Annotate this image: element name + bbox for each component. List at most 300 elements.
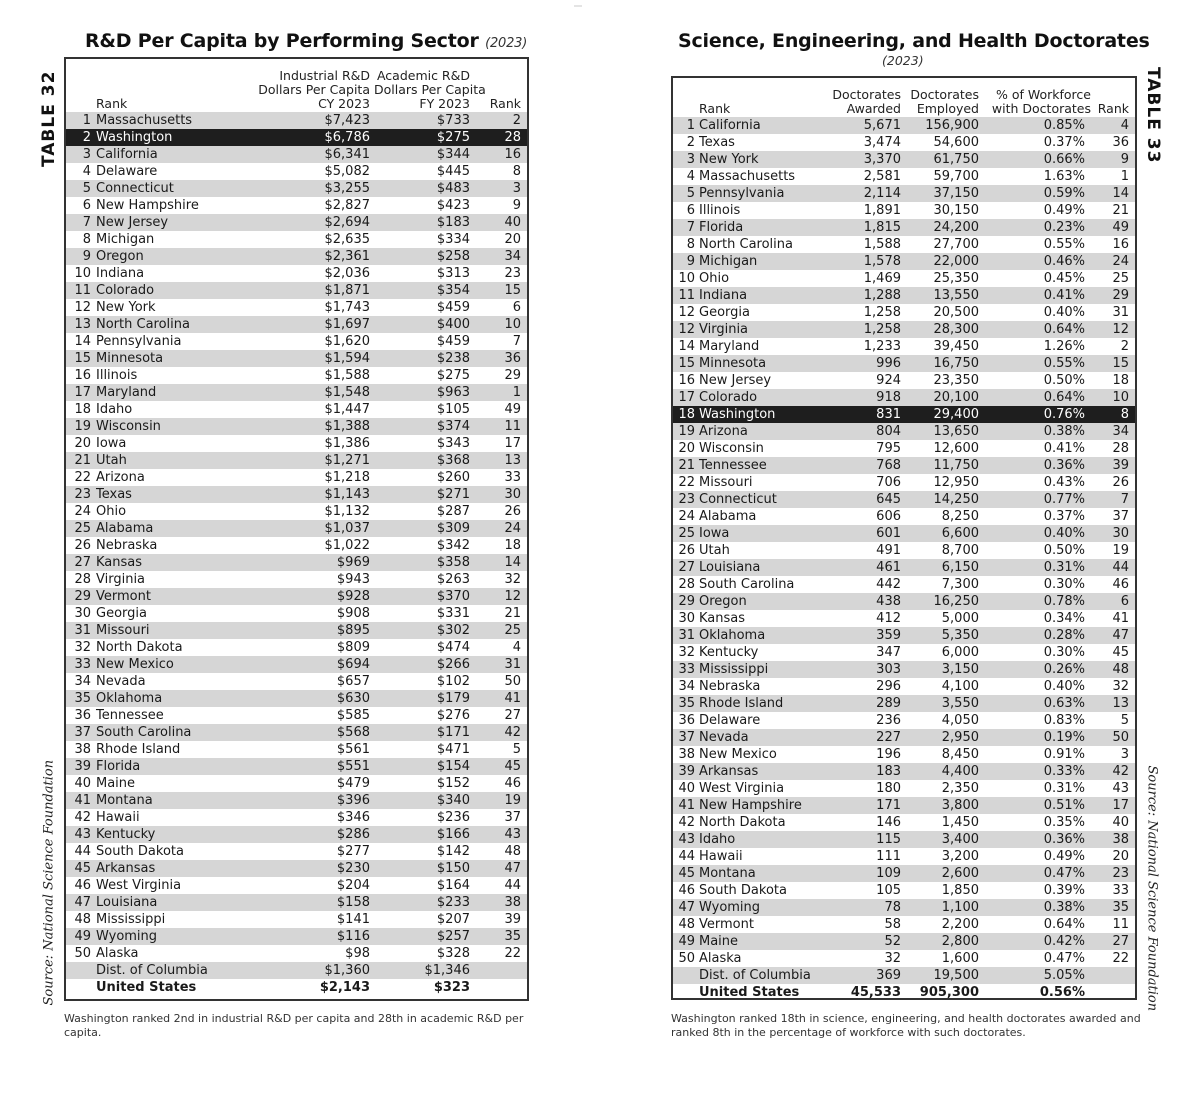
cell-pct-workforce: 1.26% <box>1043 339 1085 354</box>
table-row <box>66 877 527 894</box>
cell-pct-workforce: 0.64% <box>983 321 1095 338</box>
cell-rank: 46 <box>74 878 91 893</box>
cell-state: New Jersey <box>96 214 246 231</box>
cell-pct-rank: 40 <box>1112 815 1129 830</box>
cell-rank: 24 <box>74 504 91 519</box>
cell-state: United States <box>96 980 197 995</box>
cell-state: Alaska <box>699 951 742 966</box>
cell-academic-rank: 11 <box>474 418 527 435</box>
cell-industrial-rd: $286 <box>246 826 374 843</box>
table-row <box>66 435 527 452</box>
cell-state: Massachusetts <box>96 112 246 129</box>
cell-pct-workforce: 0.34% <box>1043 611 1085 626</box>
cell-state: Delaware <box>96 164 158 179</box>
cell-academic-rd: $238 <box>374 350 474 367</box>
cell-rank: 45 <box>673 865 699 882</box>
cell-rank: 14 <box>74 334 91 349</box>
cell-pct-rank <box>1095 967 1135 984</box>
table-33-side-label: TABLE 33 <box>1143 67 1163 164</box>
cell-pct-rank: 46 <box>1112 577 1129 592</box>
header-academic-line3: FY 2023 <box>419 96 470 111</box>
cell-pct-workforce: 0.41% <box>1043 441 1085 456</box>
cell-academic-rank: 5 <box>512 742 521 757</box>
cell-rank: 22 <box>74 470 91 485</box>
cell-rank: 12 <box>678 305 695 320</box>
cell-industrial-rd: $630 <box>246 690 374 707</box>
table-32-title-text: R&D Per Capita by Performing Sector <box>85 30 479 52</box>
cell-academic-rank: 20 <box>504 232 521 247</box>
cell-pct-rank: 17 <box>1095 797 1135 814</box>
cell-doctorates-awarded: 1,288 <box>831 287 905 304</box>
header-employed <box>905 78 983 117</box>
cell-academic-rd: $102 <box>436 674 470 689</box>
cell-doctorates-employed: 2,350 <box>941 781 979 796</box>
table-row <box>66 554 527 571</box>
cell-industrial-rd: $1,132 <box>324 504 370 519</box>
table-row <box>673 780 1135 797</box>
cell-state: West Virginia <box>96 878 182 893</box>
cell-rank: 47 <box>66 894 96 911</box>
cell-state: North Carolina <box>96 316 246 333</box>
cell-rank: 26 <box>74 538 91 553</box>
cell-rank: 13 <box>66 316 96 333</box>
cell-industrial-rd: $568 <box>246 724 374 741</box>
table-row <box>66 588 527 605</box>
cell-pct-rank: 26 <box>1112 475 1129 490</box>
cell-industrial-rd: $1,697 <box>246 316 374 333</box>
header-awarded-line2: Awarded <box>846 101 901 116</box>
header-industrial-line3: CY 2023 <box>318 96 370 111</box>
cell-pct-rank: 3 <box>1120 747 1129 762</box>
cell-rank: 10 <box>678 271 695 286</box>
cell-rank: 50 <box>678 951 695 966</box>
cell-academic-rank: 28 <box>474 129 527 146</box>
table-row <box>673 202 1135 219</box>
cell-academic-rank: 43 <box>474 826 527 843</box>
table-row <box>66 860 527 877</box>
table-row <box>66 503 527 520</box>
cell-academic-rd: $340 <box>374 792 474 809</box>
cell-doctorates-employed: 1,600 <box>941 951 979 966</box>
table-row <box>673 576 1135 593</box>
cell-doctorates-awarded: 412 <box>876 611 901 626</box>
cell-industrial-rd: $1,271 <box>246 452 374 469</box>
cell-rank: 33 <box>66 656 96 673</box>
cell-academic-rank: 15 <box>474 282 527 299</box>
cell-pct-workforce: 0.38% <box>983 899 1095 916</box>
cell-state: Utah <box>96 452 246 469</box>
cell-pct-workforce: 0.19% <box>983 729 1095 746</box>
cell-industrial-rd: $1,743 <box>324 300 370 315</box>
cell-pct-rank: 7 <box>1095 491 1135 508</box>
cell-rank: 34 <box>74 674 91 689</box>
cell-academic-rank: 33 <box>504 470 521 485</box>
cell-pct-rank: 12 <box>1095 321 1135 338</box>
cell-doctorates-employed: 2,200 <box>941 917 979 932</box>
table-row <box>66 367 527 384</box>
cell-state: Arkansas <box>96 860 246 877</box>
cell-rank: 15 <box>66 350 96 367</box>
table-row <box>66 214 527 231</box>
cell-industrial-rd: $230 <box>246 860 374 877</box>
cell-state: Wisconsin <box>96 418 246 435</box>
table-row <box>66 639 527 656</box>
table-33-body <box>673 117 1135 1001</box>
cell-rank: 38 <box>678 747 695 762</box>
cell-pct-workforce: 0.39% <box>1043 883 1085 898</box>
cell-academic-rank: 12 <box>474 588 527 605</box>
cell-rank: 29 <box>673 593 699 610</box>
table-row <box>673 695 1135 712</box>
cell-doctorates-employed: 54,600 <box>933 135 979 150</box>
cell-pct-workforce: 0.37% <box>1043 509 1085 524</box>
cell-pct-rank: 22 <box>1112 951 1129 966</box>
cell-state: Florida <box>96 758 246 775</box>
table-33-note: Washington ranked 18th in science, engineering, and health doctorates awarded and ranked 8th in the percentage of workforce with such doctorates. <box>671 1012 1141 1039</box>
cell-academic-rank <box>474 962 527 979</box>
cell-rank: 42 <box>74 810 91 825</box>
cell-academic-rank: 29 <box>504 368 521 383</box>
cell-state: Illinois <box>96 368 138 383</box>
cell-pct-rank: 13 <box>1095 695 1135 712</box>
cell-doctorates-employed: 4,400 <box>905 763 983 780</box>
table-row <box>66 265 527 282</box>
cell-state: Connecticut <box>96 180 246 197</box>
cell-doctorates-employed: 1,450 <box>941 815 979 830</box>
table-row <box>66 316 527 333</box>
table-row <box>66 401 527 418</box>
cell-doctorates-awarded: 78 <box>831 899 905 916</box>
cell-state: Minnesota <box>699 355 831 372</box>
cell-academic-rank: 34 <box>474 248 527 265</box>
cell-state: Tennessee <box>96 708 164 723</box>
cell-state: New Jersey <box>699 373 772 388</box>
cell-pct-rank: 1 <box>1120 169 1129 184</box>
cell-pct-rank: 39 <box>1095 457 1135 474</box>
cell-academic-rd: $370 <box>374 588 474 605</box>
table-32-frame <box>64 57 529 1001</box>
cell-rank: 44 <box>678 849 695 864</box>
cell-pct-rank: 2 <box>1120 339 1129 354</box>
cell-academic-rank: 6 <box>512 300 521 315</box>
cell-rank <box>66 962 96 979</box>
cell-doctorates-awarded: 1,578 <box>831 253 905 270</box>
table-row <box>66 928 527 945</box>
cell-doctorates-employed: 7,300 <box>941 577 979 592</box>
cell-doctorates-awarded: 171 <box>831 797 905 814</box>
cell-rank <box>66 979 96 996</box>
table-row <box>66 520 527 537</box>
cell-pct-workforce: 0.63% <box>983 695 1095 712</box>
table-row <box>673 117 1135 134</box>
cell-rank: 48 <box>74 912 91 927</box>
cell-academic-rank: 1 <box>474 384 527 401</box>
cell-pct-workforce: 0.43% <box>1043 475 1085 490</box>
cell-doctorates-awarded: 180 <box>876 781 901 796</box>
cell-rank: 16 <box>74 368 91 383</box>
cell-rank: 37 <box>673 729 699 746</box>
header-pct-workforce <box>983 78 1095 117</box>
cell-pct-workforce: 0.59% <box>983 185 1095 202</box>
cell-doctorates-awarded: 2,581 <box>863 169 901 184</box>
cell-doctorates-awarded: 442 <box>876 577 901 592</box>
table-row <box>66 537 527 554</box>
cell-rank: 36 <box>74 708 91 723</box>
header-industrial-line2: Dollars Per Capita <box>258 82 370 97</box>
cell-doctorates-employed: 6,600 <box>905 525 983 542</box>
cell-rank: 16 <box>678 373 695 388</box>
cell-rank: 9 <box>673 253 699 270</box>
cell-rank: 50 <box>74 946 91 961</box>
cell-doctorates-employed: 25,350 <box>933 271 979 286</box>
table-row <box>66 792 527 809</box>
cell-industrial-rd: $1,143 <box>246 486 374 503</box>
table-row <box>673 355 1135 372</box>
cell-academic-rd: $459 <box>436 300 470 315</box>
header-industrial <box>246 59 374 112</box>
table-row <box>673 406 1135 423</box>
cell-rank: 43 <box>673 831 699 848</box>
cell-state: Nevada <box>699 729 831 746</box>
cell-rank: 24 <box>678 509 695 524</box>
cell-rank: 11 <box>673 287 699 304</box>
cell-academic-rd: $309 <box>374 520 474 537</box>
table-row <box>673 525 1135 542</box>
table-row <box>673 542 1135 559</box>
cell-industrial-rd: $2,635 <box>324 232 370 247</box>
cell-pct-workforce: 0.38% <box>983 423 1095 440</box>
cell-pct-rank: 29 <box>1095 287 1135 304</box>
cell-rank: 2 <box>66 129 96 146</box>
cell-academic-rd: $733 <box>374 112 474 129</box>
cell-industrial-rd: $204 <box>336 878 370 893</box>
cell-rank: 49 <box>66 928 96 945</box>
cell-state: Indiana <box>699 287 831 304</box>
cell-rank: 49 <box>673 933 699 950</box>
cell-state: Wyoming <box>96 928 246 945</box>
cell-doctorates-awarded: 45,533 <box>850 985 901 1000</box>
table-row <box>673 219 1135 236</box>
cell-academic-rd: $471 <box>436 742 470 757</box>
cell-rank: 18 <box>673 406 699 423</box>
cell-academic-rank: 48 <box>504 844 521 859</box>
cell-doctorates-awarded: 111 <box>876 849 901 864</box>
cell-doctorates-employed: 2,950 <box>905 729 983 746</box>
cell-rank: 4 <box>686 169 695 184</box>
cell-academic-rd: $400 <box>374 316 474 333</box>
cell-state: Missouri <box>96 622 246 639</box>
table-row <box>673 253 1135 270</box>
cell-pct-workforce: 0.50% <box>1043 373 1085 388</box>
cell-rank: 29 <box>66 588 96 605</box>
cell-pct-workforce: 0.23% <box>983 219 1095 236</box>
cell-academic-rank: 46 <box>504 776 521 791</box>
cell-state: New York <box>96 300 156 315</box>
cell-doctorates-awarded: 52 <box>831 933 905 950</box>
cell-industrial-rd: $6,786 <box>246 129 374 146</box>
cell-rank: 8 <box>686 237 695 252</box>
cell-rank: 1 <box>673 117 699 134</box>
cell-rank: 10 <box>74 266 91 281</box>
table-row <box>673 440 1135 457</box>
table-row <box>66 197 527 214</box>
cell-rank: 25 <box>673 525 699 542</box>
cell-industrial-rd: $2,694 <box>246 214 374 231</box>
cell-rank <box>673 967 699 984</box>
cell-doctorates-awarded: 3,370 <box>831 151 905 168</box>
cell-doctorates-employed: 8,450 <box>941 747 979 762</box>
cell-pct-rank: 10 <box>1095 389 1135 406</box>
cell-pct-rank: 28 <box>1112 441 1129 456</box>
cell-doctorates-employed: 3,150 <box>905 661 983 678</box>
cell-academic-rank: 13 <box>474 452 527 469</box>
cell-academic-rd: $150 <box>374 860 474 877</box>
cell-industrial-rd: $1,548 <box>246 384 374 401</box>
table-row <box>66 707 527 724</box>
table-row <box>673 304 1135 321</box>
cell-doctorates-employed: 14,250 <box>905 491 983 508</box>
cell-pct-rank: 36 <box>1112 135 1129 150</box>
cell-academic-rank: 26 <box>504 504 521 519</box>
table-row <box>673 712 1135 729</box>
cell-state: Washington <box>96 129 246 146</box>
cell-doctorates-employed: 5,350 <box>905 627 983 644</box>
cell-state: Rhode Island <box>96 742 181 757</box>
table-33-title: Science, Engineering, and Health Doctorates <box>678 30 1150 52</box>
cell-doctorates-awarded: 1,469 <box>863 271 901 286</box>
cell-doctorates-employed: 61,750 <box>905 151 983 168</box>
cell-doctorates-employed: 24,200 <box>905 219 983 236</box>
cell-academic-rank: 24 <box>474 520 527 537</box>
cell-industrial-rd: $969 <box>246 554 374 571</box>
table-row <box>66 146 527 163</box>
cell-rank: 47 <box>673 899 699 916</box>
cell-pct-rank: 23 <box>1095 865 1135 882</box>
table-row <box>673 763 1135 780</box>
cell-industrial-rd: $3,255 <box>246 180 374 197</box>
cell-rank: 35 <box>673 695 699 712</box>
cell-academic-rank: 49 <box>504 402 521 417</box>
cell-state: Iowa <box>699 525 831 542</box>
table-row <box>673 644 1135 661</box>
cell-academic-rank: 47 <box>474 860 527 877</box>
cell-pct-workforce: 0.85% <box>983 117 1095 134</box>
cell-pct-rank: 16 <box>1112 237 1129 252</box>
cell-state: Maryland <box>96 384 246 401</box>
cell-doctorates-awarded: 369 <box>831 967 905 984</box>
cell-pct-rank: 33 <box>1112 883 1129 898</box>
cell-academic-rank: 42 <box>474 724 527 741</box>
cell-academic-rank: 38 <box>474 894 527 911</box>
table-row <box>673 933 1135 950</box>
cell-academic-rd: $374 <box>374 418 474 435</box>
table-32-title <box>85 30 527 52</box>
cell-academic-rank: 32 <box>504 572 521 587</box>
cell-academic-rd: $334 <box>436 232 470 247</box>
cell-rank: 9 <box>66 248 96 265</box>
table-row <box>66 894 527 911</box>
cell-academic-rank: 35 <box>474 928 527 945</box>
table-row <box>673 882 1135 899</box>
cell-doctorates-awarded: 491 <box>876 543 901 558</box>
cell-industrial-rd: $2,361 <box>246 248 374 265</box>
table-row <box>66 486 527 503</box>
cell-state: California <box>96 146 246 163</box>
table-row <box>673 950 1135 967</box>
cell-pct-workforce: 0.37% <box>1043 135 1085 150</box>
header-academic-rank: Rank <box>489 96 521 111</box>
cell-pct-rank: 15 <box>1095 355 1135 372</box>
cell-state: Arizona <box>699 423 831 440</box>
cell-academic-rd: $276 <box>436 708 470 723</box>
cell-pct-workforce: 1.63% <box>1043 169 1085 184</box>
cell-state: South Dakota <box>96 844 184 859</box>
cell-industrial-rd: $1,588 <box>324 368 370 383</box>
cell-doctorates-employed: 20,500 <box>933 305 979 320</box>
cell-doctorates-employed: 905,300 <box>919 985 979 1000</box>
cell-rank: 2 <box>686 135 695 150</box>
cell-rank: 12 <box>673 321 699 338</box>
cell-pct-workforce: 0.50% <box>1043 543 1085 558</box>
cell-academic-rd: $323 <box>433 980 470 995</box>
cell-state: Michigan <box>699 253 831 270</box>
cell-state: Illinois <box>699 203 741 218</box>
table-row <box>673 270 1135 287</box>
cell-state: Montana <box>699 865 831 882</box>
cell-doctorates-awarded: 5,671 <box>831 117 905 134</box>
cell-academic-rd: $263 <box>436 572 470 587</box>
cell-rank: 6 <box>82 198 91 213</box>
table-32-title-year: (2023) <box>485 36 528 51</box>
table-32-side-label: TABLE 32 <box>39 70 59 167</box>
cell-state: Ohio <box>96 504 127 519</box>
cell-pct-rank: 49 <box>1095 219 1135 236</box>
cell-industrial-rd: $158 <box>246 894 374 911</box>
cell-industrial-rd: $694 <box>246 656 374 673</box>
cell-state: New Hampshire <box>96 198 199 213</box>
cell-academic-rd: $183 <box>374 214 474 231</box>
cell-rank: 36 <box>678 713 695 728</box>
cell-doctorates-awarded: 289 <box>831 695 905 712</box>
cell-state: Oregon <box>96 248 246 265</box>
cell-academic-rank: 3 <box>474 180 527 197</box>
table-row <box>673 814 1135 831</box>
cell-academic-rank <box>474 979 527 996</box>
cell-academic-rank: 31 <box>474 656 527 673</box>
cell-industrial-rd: $7,423 <box>246 112 374 129</box>
cell-doctorates-employed: 39,450 <box>933 339 979 354</box>
cell-doctorates-awarded: 645 <box>831 491 905 508</box>
cell-industrial-rd: $396 <box>246 792 374 809</box>
cell-industrial-rd: $561 <box>336 742 370 757</box>
cell-rank: 44 <box>74 844 91 859</box>
cell-rank: 33 <box>673 661 699 678</box>
cell-rank: 7 <box>66 214 96 231</box>
cell-state: Wisconsin <box>699 441 764 456</box>
cell-doctorates-employed: 30,150 <box>933 203 979 218</box>
cell-academic-rd: $258 <box>374 248 474 265</box>
cell-pct-workforce: 0.30% <box>1043 645 1085 660</box>
cell-academic-rank: 41 <box>474 690 527 707</box>
table-row <box>673 508 1135 525</box>
table-row <box>673 661 1135 678</box>
cell-state: Dist. of Columbia <box>96 962 246 979</box>
cell-academic-rd: $164 <box>436 878 470 893</box>
table-row <box>66 469 527 486</box>
cell-industrial-rd: $141 <box>336 912 370 927</box>
cell-pct-rank: 37 <box>1112 509 1129 524</box>
cell-state: Hawaii <box>699 849 743 864</box>
